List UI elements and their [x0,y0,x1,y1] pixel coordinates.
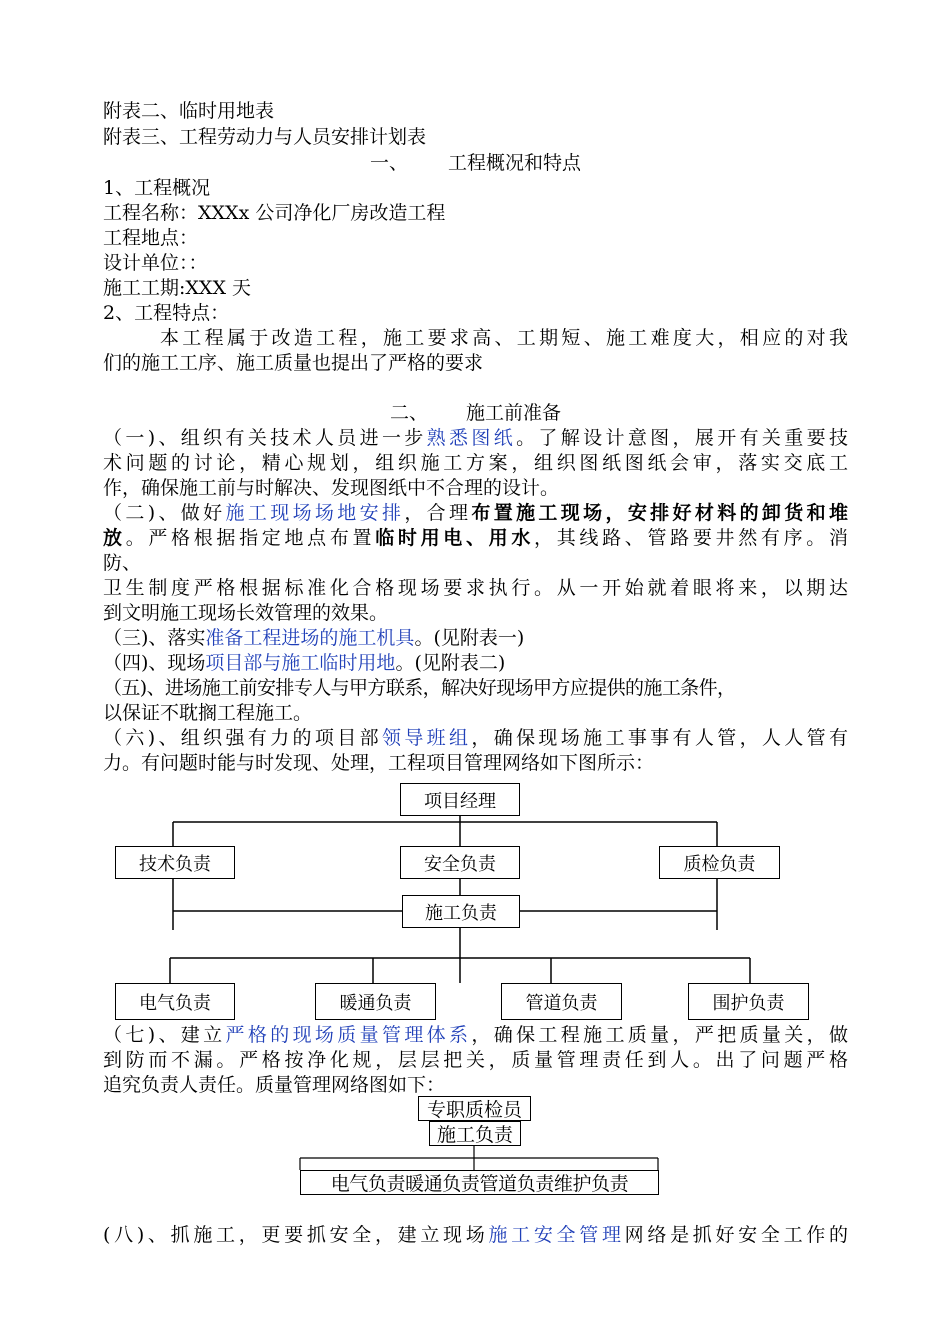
p1-line-3: 作，确保施工前与时解决、发现图纸中不合理的设计。 [103,477,560,499]
p5-line-1: （五)、进场施工前安排专人与甲方联系，解决好现场甲方应提供的施工条件， [103,677,736,699]
p2-line-5: 到文明施工现场长效管理的效果。 [103,602,389,624]
org-box-electrical: 电气负责 [115,983,235,1020]
link-leadership-team[interactable]: 领导班组 [381,727,472,749]
p5-line-2: 以保证不耽搁工程施工。 [103,702,313,724]
p4-text-a: （四)、现场 [103,652,206,674]
p8-text-b: 网络是抓好安全工作的 [624,1224,848,1246]
link-quality-system[interactable]: 严格的现场质量管理体系 [225,1024,472,1046]
p1-text-a: （一)、组织有关技术人员进一步 [103,427,427,449]
link-familiar-drawings[interactable]: 熟悉图纸 [426,427,517,449]
org-box-quality: 质检负责 [659,846,780,879]
link-construction-machinery[interactable]: 准备工程进场的施工机具 [205,627,415,649]
link-temporary-land[interactable]: 项目部与施工临时用地 [205,652,396,674]
design-unit: 设计单位：： [103,252,208,274]
section1-num: 一、 [370,152,409,174]
construction-period: 施工工期:XXX 天 [103,277,252,299]
p7-line-2: 到防而不漏。严格按净化规，层层把关，质量管理责任到人。出了问题严格 [103,1049,848,1071]
section2-num: 二、 [390,402,429,424]
overview-heading: 1、工程概况 [103,177,211,199]
p8-text-a: (八)、抓施工，更要抓安全，建立现场 [103,1224,489,1246]
p7-line-1 [103,1022,848,1048]
p2-bold-2: 放 [103,527,126,549]
link-safety-management[interactable]: 施工安全管理 [488,1224,625,1246]
org-box-safety: 安全负责 [400,846,520,879]
p2-text-a: （二)、做好 [103,502,226,524]
p3-text-a: （三)、落实 [103,627,206,649]
features-line-2: 们的施工工序、施工质量也提出了严格的要求 [103,352,484,374]
p7-text-b: ，确保工程施工质量，严把质量关，做 [471,1024,848,1046]
p7-line-3: 追究负责人责任。质量管理网络图如下： [103,1074,446,1096]
features-line-1: 本工程属于改造工程，施工要求高、工期短、施工难度大，相应的对我 [160,327,848,349]
p2-text-d: ，其线路、管路要井然有序。消 [534,527,848,549]
link-site-arrangement[interactable]: 施工现场场地安排 [225,502,405,524]
p2-bold-3: 临时用电、用水 [375,527,535,549]
section2-heading: 施工前准备 [466,402,562,424]
org-box-enclosure: 围护负责 [688,983,809,1020]
p2-line-3: 防、 [103,552,142,574]
p6-text-a: （六)、组织强有力的项目部 [103,727,382,749]
p1-text-b: 。了解设计意图，展开有关重要技 [516,427,848,449]
p2-line-4: 卫生制度严格根据标准化合格现场要求执行。从一开始就着眼将来，以期达 [103,577,848,599]
org-box-pipeline: 管道负责 [501,983,622,1020]
org-box-project-manager: 项目经理 [400,783,520,816]
p8-line-1 [103,1222,848,1248]
quality-box-trades: 电气负责暖通负责管道负责维护负责 [300,1170,659,1195]
p1-line-2: 术问题的讨论，精心规划，组织施工方案，组织图纸图纸会审，落实交底工 [103,452,848,474]
features-heading: 2、工程特点： [103,302,230,324]
project-location: 工程地点： [103,227,199,249]
project-name: 工程名称：XXXx 公司净化厂房改造工程 [103,202,446,224]
p3-text-b: 。(见附表一) [414,627,525,649]
p7-text-a: （七)、建立 [103,1024,226,1046]
p2-text-c: 。严格根据指定地点布置 [125,527,376,549]
p2-text-b: ，合理 [404,502,472,524]
p2-bold-1: 布置施工现场，安排好材料的卸货和堆 [471,502,848,524]
p6-text-b: ，确保现场施工事事有人管，人人管有 [471,727,848,749]
org-box-technical: 技术负责 [115,846,235,879]
appendix-3: 附表三、工程劳动力与人员安排计划表 [103,126,427,148]
p6-line-2: 力。有问题时能与时发现、处理，工程项目管理网络如下图所示： [103,752,655,774]
quality-box-inspector: 专职质检员 [418,1096,531,1121]
section1-heading: 工程概况和特点 [448,152,582,174]
org-box-construction: 施工负责 [402,895,520,928]
quality-box-construction: 施工负责 [429,1121,521,1146]
org-box-hvac: 暖通负责 [315,983,436,1020]
p4-text-b: 。(见附表二) [395,652,506,674]
appendix-2: 附表二、临时用地表 [103,100,275,122]
